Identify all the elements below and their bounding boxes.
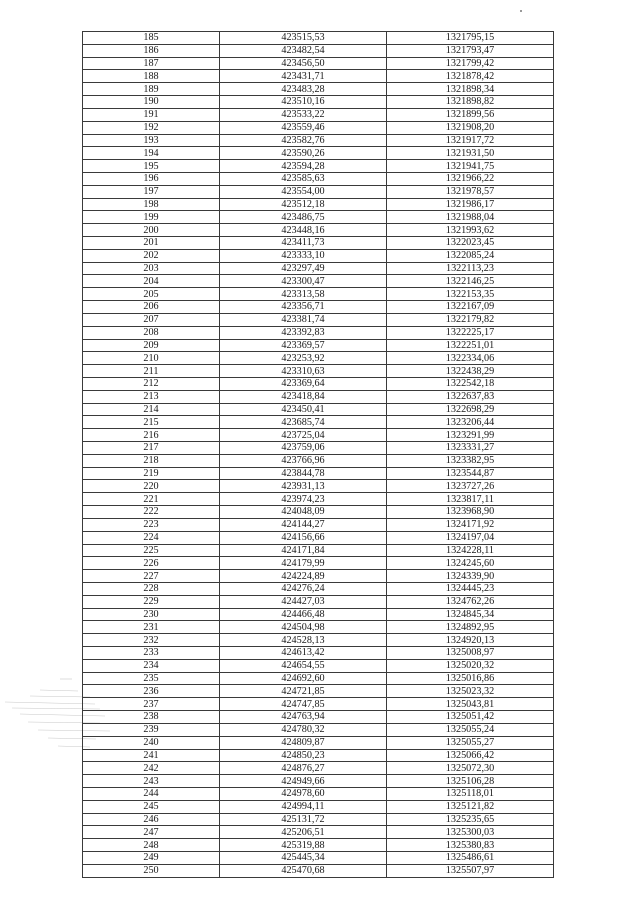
point-number-cell: 221 [83, 493, 220, 506]
y-coordinate-cell: 1325235,65 [387, 813, 554, 826]
x-coordinate-cell: 423585,63 [220, 172, 387, 185]
x-coordinate-cell: 423431,71 [220, 70, 387, 83]
point-number-cell: 229 [83, 595, 220, 608]
table-row [83, 711, 554, 724]
x-coordinate-cell: 424466,48 [220, 608, 387, 621]
y-coordinate-cell: 1325023,32 [387, 685, 554, 698]
y-coordinate-cell: 1325043,81 [387, 698, 554, 711]
x-coordinate-cell: 423369,64 [220, 377, 387, 390]
y-coordinate-cell: 1325300,03 [387, 826, 554, 839]
table-row [83, 96, 554, 109]
point-number-cell: 226 [83, 557, 220, 570]
table-row [83, 659, 554, 672]
table-row [83, 313, 554, 326]
x-coordinate-cell: 425445,34 [220, 852, 387, 865]
y-coordinate-cell: 1321941,75 [387, 160, 554, 173]
table-row [83, 480, 554, 493]
point-number-cell: 235 [83, 672, 220, 685]
x-coordinate-cell: 424692,60 [220, 672, 387, 685]
y-coordinate-cell: 1325118,01 [387, 787, 554, 800]
table-row [83, 416, 554, 429]
point-number-cell: 215 [83, 416, 220, 429]
x-coordinate-cell: 423333,10 [220, 249, 387, 262]
table-row [83, 864, 554, 877]
y-coordinate-cell: 1323206,44 [387, 416, 554, 429]
table-row [83, 32, 554, 45]
y-coordinate-cell: 1321986,17 [387, 198, 554, 211]
table-row [83, 570, 554, 583]
table-row [83, 44, 554, 57]
y-coordinate-cell: 1324762,26 [387, 595, 554, 608]
y-coordinate-cell: 1325055,27 [387, 736, 554, 749]
x-coordinate-cell: 424613,42 [220, 647, 387, 660]
point-number-cell: 201 [83, 237, 220, 250]
point-number-cell: 217 [83, 442, 220, 455]
y-coordinate-cell: 1324445,23 [387, 582, 554, 595]
table-row [83, 749, 554, 762]
point-number-cell: 231 [83, 621, 220, 634]
x-coordinate-cell: 424978,60 [220, 787, 387, 800]
point-number-cell: 232 [83, 634, 220, 647]
point-number-cell: 228 [83, 582, 220, 595]
point-number-cell: 194 [83, 147, 220, 160]
x-coordinate-cell: 423685,74 [220, 416, 387, 429]
table-row [83, 647, 554, 660]
y-coordinate-cell: 1322334,06 [387, 352, 554, 365]
y-coordinate-cell: 1322179,82 [387, 313, 554, 326]
table-row [83, 787, 554, 800]
point-number-cell: 218 [83, 454, 220, 467]
y-coordinate-cell: 1322637,83 [387, 390, 554, 403]
x-coordinate-cell: 423448,16 [220, 224, 387, 237]
table-row [83, 108, 554, 121]
y-coordinate-cell: 1322698,29 [387, 403, 554, 416]
x-coordinate-cell: 424528,13 [220, 634, 387, 647]
y-coordinate-cell: 1322085,24 [387, 249, 554, 262]
x-coordinate-cell: 424427,03 [220, 595, 387, 608]
x-coordinate-cell: 423300,47 [220, 275, 387, 288]
point-number-cell: 213 [83, 390, 220, 403]
table-row [83, 403, 554, 416]
table-row [83, 685, 554, 698]
y-coordinate-cell: 1324171,92 [387, 518, 554, 531]
table-row [83, 775, 554, 788]
y-coordinate-cell: 1324228,11 [387, 544, 554, 557]
x-coordinate-cell: 423310,63 [220, 365, 387, 378]
x-coordinate-cell: 423533,22 [220, 108, 387, 121]
table-row [83, 531, 554, 544]
table-row [83, 326, 554, 339]
x-coordinate-cell: 423392,83 [220, 326, 387, 339]
y-coordinate-cell: 1322225,17 [387, 326, 554, 339]
x-coordinate-cell: 425470,68 [220, 864, 387, 877]
y-coordinate-cell: 1325380,83 [387, 839, 554, 852]
point-number-cell: 196 [83, 172, 220, 185]
table-row [83, 544, 554, 557]
point-number-cell: 243 [83, 775, 220, 788]
table-row [83, 249, 554, 262]
table-row [83, 634, 554, 647]
x-coordinate-cell: 423456,50 [220, 57, 387, 70]
point-number-cell: 250 [83, 864, 220, 877]
y-coordinate-cell: 1322542,18 [387, 377, 554, 390]
point-number-cell: 186 [83, 44, 220, 57]
x-coordinate-cell: 423974,23 [220, 493, 387, 506]
y-coordinate-cell: 1321799,42 [387, 57, 554, 70]
table-row [83, 365, 554, 378]
point-number-cell: 220 [83, 480, 220, 493]
x-coordinate-cell: 424276,24 [220, 582, 387, 595]
y-coordinate-cell: 1325072,30 [387, 762, 554, 775]
x-coordinate-cell: 424156,66 [220, 531, 387, 544]
point-number-cell: 233 [83, 647, 220, 660]
coordinates-table [82, 31, 554, 878]
y-coordinate-cell: 1325020,32 [387, 659, 554, 672]
point-number-cell: 211 [83, 365, 220, 378]
point-number-cell: 197 [83, 185, 220, 198]
point-number-cell: 238 [83, 711, 220, 724]
table-row [83, 57, 554, 70]
point-number-cell: 192 [83, 121, 220, 134]
y-coordinate-cell: 1323331,27 [387, 442, 554, 455]
y-coordinate-cell: 1325066,42 [387, 749, 554, 762]
table-row [83, 672, 554, 685]
y-coordinate-cell: 1321899,56 [387, 108, 554, 121]
x-coordinate-cell: 423931,13 [220, 480, 387, 493]
point-number-cell: 198 [83, 198, 220, 211]
y-coordinate-cell: 1323968,90 [387, 506, 554, 519]
y-coordinate-cell: 1322113,23 [387, 262, 554, 275]
x-coordinate-cell: 423482,54 [220, 44, 387, 57]
x-coordinate-cell: 423381,74 [220, 313, 387, 326]
y-coordinate-cell: 1325008,97 [387, 647, 554, 660]
point-number-cell: 191 [83, 108, 220, 121]
point-number-cell: 248 [83, 839, 220, 852]
table-row [83, 557, 554, 570]
x-coordinate-cell: 425131,72 [220, 813, 387, 826]
y-coordinate-cell: 1321917,72 [387, 134, 554, 147]
table-row [83, 582, 554, 595]
table-row [83, 467, 554, 480]
y-coordinate-cell: 1321795,15 [387, 32, 554, 45]
table-row [83, 442, 554, 455]
table-row [83, 595, 554, 608]
point-number-cell: 199 [83, 211, 220, 224]
table-row [83, 493, 554, 506]
y-coordinate-cell: 1322023,45 [387, 237, 554, 250]
x-coordinate-cell: 425206,51 [220, 826, 387, 839]
x-coordinate-cell: 423297,49 [220, 262, 387, 275]
point-number-cell: 219 [83, 467, 220, 480]
y-coordinate-cell: 1324245,60 [387, 557, 554, 570]
point-number-cell: 202 [83, 249, 220, 262]
table-row [83, 339, 554, 352]
table-row [83, 352, 554, 365]
table-row [83, 301, 554, 314]
table-row [83, 800, 554, 813]
x-coordinate-cell: 424721,85 [220, 685, 387, 698]
y-coordinate-cell: 1325016,86 [387, 672, 554, 685]
x-coordinate-cell: 423590,26 [220, 147, 387, 160]
point-number-cell: 247 [83, 826, 220, 839]
table-row [83, 70, 554, 83]
y-coordinate-cell: 1321931,50 [387, 147, 554, 160]
y-coordinate-cell: 1322167,09 [387, 301, 554, 314]
point-number-cell: 187 [83, 57, 220, 70]
table-row [83, 172, 554, 185]
point-number-cell: 203 [83, 262, 220, 275]
table-row [83, 826, 554, 839]
table-row [83, 198, 554, 211]
y-coordinate-cell: 1323382,95 [387, 454, 554, 467]
table-row [83, 185, 554, 198]
x-coordinate-cell: 424876,27 [220, 762, 387, 775]
y-coordinate-cell: 1324920,13 [387, 634, 554, 647]
y-coordinate-cell: 1324197,04 [387, 531, 554, 544]
x-coordinate-cell: 424224,89 [220, 570, 387, 583]
table-row [83, 390, 554, 403]
table-row [83, 736, 554, 749]
y-coordinate-cell: 1321966,22 [387, 172, 554, 185]
y-coordinate-cell: 1321898,34 [387, 83, 554, 96]
x-coordinate-cell: 424994,11 [220, 800, 387, 813]
x-coordinate-cell: 423512,18 [220, 198, 387, 211]
y-coordinate-cell: 1321878,42 [387, 70, 554, 83]
y-coordinate-cell: 1322438,29 [387, 365, 554, 378]
point-number-cell: 222 [83, 506, 220, 519]
point-number-cell: 234 [83, 659, 220, 672]
y-coordinate-cell: 1321793,47 [387, 44, 554, 57]
y-coordinate-cell: 1325055,24 [387, 723, 554, 736]
table-row [83, 288, 554, 301]
table-row [83, 134, 554, 147]
table-row [83, 224, 554, 237]
table-row [83, 121, 554, 134]
table-row [83, 83, 554, 96]
y-coordinate-cell: 1325051,42 [387, 711, 554, 724]
x-coordinate-cell: 423559,46 [220, 121, 387, 134]
point-number-cell: 212 [83, 377, 220, 390]
point-number-cell: 246 [83, 813, 220, 826]
table-row [83, 160, 554, 173]
point-number-cell: 230 [83, 608, 220, 621]
point-number-cell: 239 [83, 723, 220, 736]
x-coordinate-cell: 424179,99 [220, 557, 387, 570]
point-number-cell: 195 [83, 160, 220, 173]
table-row [83, 454, 554, 467]
y-coordinate-cell: 1321988,04 [387, 211, 554, 224]
point-number-cell: 188 [83, 70, 220, 83]
y-coordinate-cell: 1325486,61 [387, 852, 554, 865]
y-coordinate-cell: 1322146,25 [387, 275, 554, 288]
point-number-cell: 205 [83, 288, 220, 301]
table-row [83, 852, 554, 865]
x-coordinate-cell: 423844,78 [220, 467, 387, 480]
table-row [83, 621, 554, 634]
point-number-cell: 190 [83, 96, 220, 109]
x-coordinate-cell: 423582,76 [220, 134, 387, 147]
table-row [83, 377, 554, 390]
x-coordinate-cell: 423313,58 [220, 288, 387, 301]
point-number-cell: 244 [83, 787, 220, 800]
x-coordinate-cell: 424763,94 [220, 711, 387, 724]
table-row [83, 762, 554, 775]
x-coordinate-cell: 423418,84 [220, 390, 387, 403]
table-row [83, 723, 554, 736]
table-row [83, 506, 554, 519]
y-coordinate-cell: 1323817,11 [387, 493, 554, 506]
y-coordinate-cell: 1323727,26 [387, 480, 554, 493]
x-coordinate-cell: 423594,28 [220, 160, 387, 173]
point-number-cell: 225 [83, 544, 220, 557]
point-number-cell: 223 [83, 518, 220, 531]
y-coordinate-cell: 1321978,57 [387, 185, 554, 198]
point-number-cell: 208 [83, 326, 220, 339]
table-row [83, 813, 554, 826]
x-coordinate-cell: 423554,00 [220, 185, 387, 198]
x-coordinate-cell: 425319,88 [220, 839, 387, 852]
x-coordinate-cell: 423766,96 [220, 454, 387, 467]
x-coordinate-cell: 423253,92 [220, 352, 387, 365]
y-coordinate-cell: 1323291,99 [387, 429, 554, 442]
point-number-cell: 207 [83, 313, 220, 326]
point-number-cell: 189 [83, 83, 220, 96]
point-number-cell: 249 [83, 852, 220, 865]
point-number-cell: 242 [83, 762, 220, 775]
x-coordinate-cell: 423725,04 [220, 429, 387, 442]
y-coordinate-cell: 1322251,01 [387, 339, 554, 352]
scan-speck [520, 10, 522, 12]
coordinates-table-body [83, 32, 554, 878]
x-coordinate-cell: 423515,53 [220, 32, 387, 45]
y-coordinate-cell: 1321908,20 [387, 121, 554, 134]
y-coordinate-cell: 1324845,34 [387, 608, 554, 621]
point-number-cell: 193 [83, 134, 220, 147]
point-number-cell: 236 [83, 685, 220, 698]
x-coordinate-cell: 424850,23 [220, 749, 387, 762]
x-coordinate-cell: 423450,41 [220, 403, 387, 416]
table-row [83, 839, 554, 852]
point-number-cell: 210 [83, 352, 220, 365]
x-coordinate-cell: 424747,85 [220, 698, 387, 711]
table-row [83, 237, 554, 250]
x-coordinate-cell: 424144,27 [220, 518, 387, 531]
table-row [83, 518, 554, 531]
point-number-cell: 240 [83, 736, 220, 749]
point-number-cell: 224 [83, 531, 220, 544]
y-coordinate-cell: 1323544,87 [387, 467, 554, 480]
x-coordinate-cell: 424809,87 [220, 736, 387, 749]
y-coordinate-cell: 1321898,82 [387, 96, 554, 109]
point-number-cell: 227 [83, 570, 220, 583]
point-number-cell: 209 [83, 339, 220, 352]
point-number-cell: 237 [83, 698, 220, 711]
table-row [83, 698, 554, 711]
x-coordinate-cell: 423759,06 [220, 442, 387, 455]
x-coordinate-cell: 424780,32 [220, 723, 387, 736]
table-row [83, 429, 554, 442]
y-coordinate-cell: 1325106,28 [387, 775, 554, 788]
x-coordinate-cell: 424504,98 [220, 621, 387, 634]
y-coordinate-cell: 1321993,62 [387, 224, 554, 237]
table-row [83, 147, 554, 160]
table-row [83, 608, 554, 621]
x-coordinate-cell: 424654,55 [220, 659, 387, 672]
point-number-cell: 245 [83, 800, 220, 813]
point-number-cell: 241 [83, 749, 220, 762]
point-number-cell: 185 [83, 32, 220, 45]
x-coordinate-cell: 424949,66 [220, 775, 387, 788]
y-coordinate-cell: 1322153,35 [387, 288, 554, 301]
point-number-cell: 206 [83, 301, 220, 314]
point-number-cell: 216 [83, 429, 220, 442]
x-coordinate-cell: 423483,28 [220, 83, 387, 96]
table-row [83, 275, 554, 288]
x-coordinate-cell: 424171,84 [220, 544, 387, 557]
table-row [83, 211, 554, 224]
table-row [83, 262, 554, 275]
y-coordinate-cell: 1325507,97 [387, 864, 554, 877]
x-coordinate-cell: 423486,75 [220, 211, 387, 224]
x-coordinate-cell: 423411,73 [220, 237, 387, 250]
y-coordinate-cell: 1324339,90 [387, 570, 554, 583]
y-coordinate-cell: 1325121,82 [387, 800, 554, 813]
point-number-cell: 200 [83, 224, 220, 237]
x-coordinate-cell: 424048,09 [220, 506, 387, 519]
x-coordinate-cell: 423369,57 [220, 339, 387, 352]
y-coordinate-cell: 1324892,95 [387, 621, 554, 634]
x-coordinate-cell: 423510,16 [220, 96, 387, 109]
point-number-cell: 204 [83, 275, 220, 288]
x-coordinate-cell: 423356,71 [220, 301, 387, 314]
point-number-cell: 214 [83, 403, 220, 416]
